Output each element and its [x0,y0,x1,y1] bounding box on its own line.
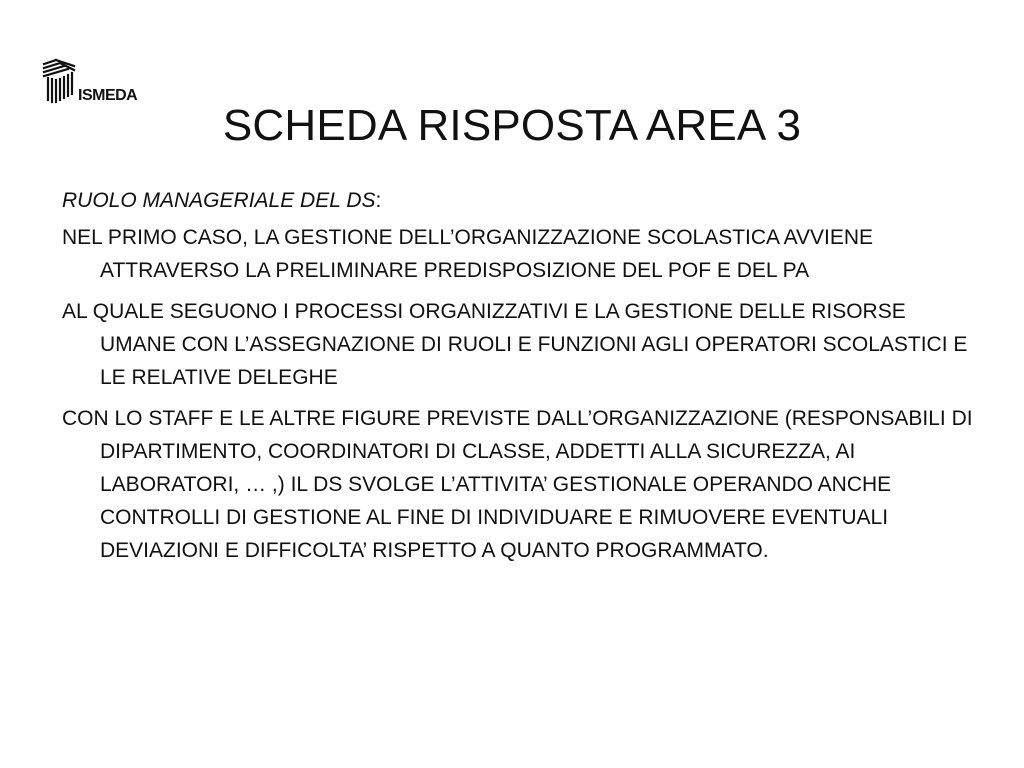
svg-text:ISMEDA: ISMEDA [78,87,138,104]
section-heading [62,184,974,217]
section-heading-emphasis: RUOLO MANAGERIALE DEL DS [62,189,376,212]
section-heading-suffix: : [375,189,382,212]
paragraph-3: CON LO STAFF E LE ALTRE FIGURE PREVISTE DALL’ORGANIZZAZIONE (RESPONSABILI DI DIPARTIMENTO, COORDINATORI DI CLASSE, ADDETTI ALLA SICUREZZA, AI LABORATORI, … ,) IL DS SVOLGE L’ATTIVITA’ GESTIONALE OPERANDO ANCHE CONTROLLI DI GESTIONE AL FINE DI INDIVIDUARE E RIMUOVERE EVENTUALI DEVIAZIONI E DIFFICOLTA’ RISPETTO A QUANTO PROGRAMMATO. [62,407,973,562]
slide-body [62,184,974,575]
paragraph-1: NEL PRIMO CASO, LA GESTIONE DELL’ORGANIZZAZIONE SCOLASTICA AVVIENE ATTRAVERSO LA PRELIMINARE PREDISPOSIZIONE DEL POF E DEL PA [62,226,874,282]
slide-title: SCHEDA RISPOSTA AREA 3 [222,101,802,150]
paragraph-2: AL QUALE SEGUONO I PROCESSI ORGANIZZATIVI E LA GESTIONE DELLE RISORSE UMANE CON L’ASSEGNAZIONE DI RUOLI E FUNZIONI AGLI OPERATORI SCOLASTICI E LE RELATIVE DELEGHE [62,300,968,389]
